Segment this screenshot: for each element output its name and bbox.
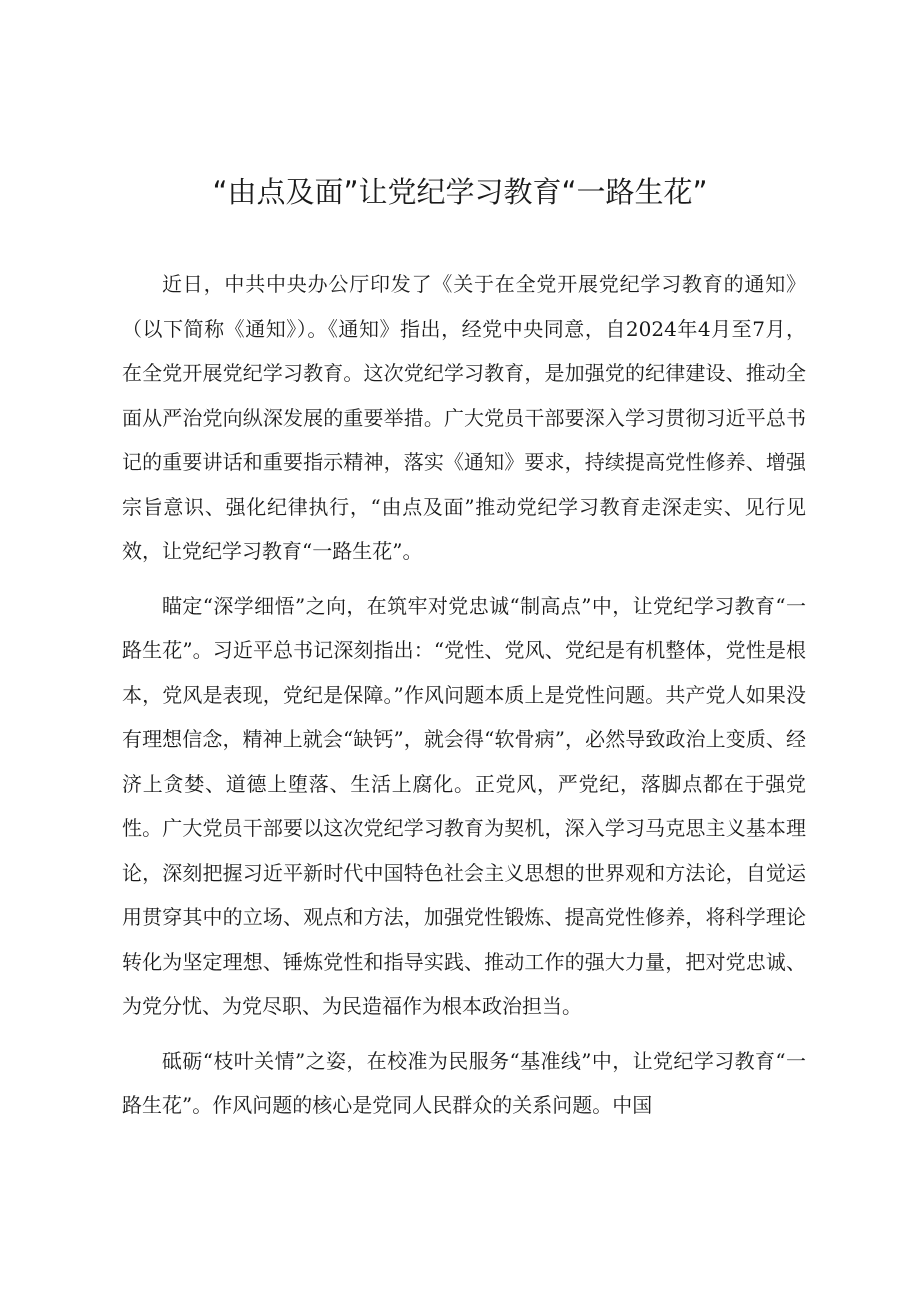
document-title: “由点及面”让党纪学习教育“一路生花” [212,175,708,209]
document-body [122,262,806,1138]
paragraph-3: 砥砺“枝叶关情”之姿，在校准为民服务“基准线”中，让党纪学习教育“一路生花”。作风问题的核心是党同人民群众的关系问题。中国 [122,1048,806,1117]
paragraph-2: 瞄定“深学细悟”之向，在筑牢对党忠诚“制高点”中，让党纪学习教育“一路生花”。习近平总书记深刻指出：“党性、党风、党纪是有机整体，党性是根本，党风是表现，党纪是保障。”作风问题本质上是党性问题。共产党人如果没有理想信念，精神上就会“缺钙”，就会得“软骨病”，必然导致政治上变质、经济上贪婪、道德上堕落、生活上腐化。正党风，严党纪，落脚点都在于强党性。广大党员干部要以这次党纪学习教育为契机，深入学习马克思主义基本理论，深刻把握习近平新时代中国特色社会主义思想的世界观和方法论，自觉运用贯穿其中的立场、观点和方法，加强党性锻炼、提高党性修养，将科学理论转化为坚定理想、锤炼党性和指导实践、推动工作的强大力量，把对党忠诚、为党分忧、为党尽职、为民造福作为根本政治担当。 [122,593,806,1018]
paragraph-1: 近日，中共中央办公厅印发了《关于在全党开展党纪学习教育的通知》（以下简称《通知》）。《通知》指出，经党中央同意，自2024年4月至7月，在全党开展党纪学习教育。这次党纪学习教育，是加强党的纪律建设、推动全面从严治党向纵深发展的重要举措。广大党员干部要深入学习贯彻习近平总书记的重要讲话和重要指示精神，落实《通知》要求，持续提高党性修养、增强宗旨意识、强化纪律执行，“由点及面”推动党纪学习教育走深走实、见行见效，让党纪学习教育“一路生花”。 [122,272,806,563]
